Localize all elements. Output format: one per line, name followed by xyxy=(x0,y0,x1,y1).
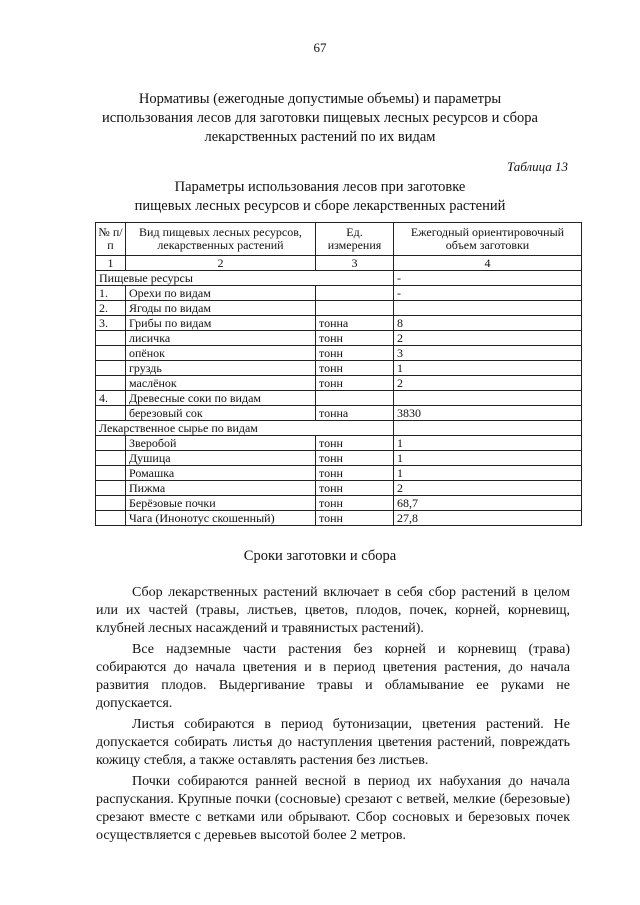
unit-cell: тонн xyxy=(316,331,394,346)
body-text xyxy=(96,584,570,848)
number-cell xyxy=(96,511,126,526)
table-row xyxy=(96,316,582,331)
table-row xyxy=(96,496,582,511)
number-cell xyxy=(96,406,126,421)
table-row xyxy=(96,286,582,301)
number-cell xyxy=(96,376,126,391)
volume-cell xyxy=(394,421,582,436)
resource-name-cell: Орехи по видам xyxy=(126,286,316,301)
volume-cell: 27,8 xyxy=(394,511,582,526)
resource-name-cell: груздь xyxy=(126,361,316,376)
volume-cell: 1 xyxy=(394,451,582,466)
table-group-row xyxy=(96,421,582,436)
resource-name-cell: Берёзовые почки xyxy=(126,496,316,511)
column-number: 3 xyxy=(316,256,394,271)
column-number: 1 xyxy=(96,256,126,271)
table-row xyxy=(96,406,582,421)
unit-cell xyxy=(316,301,394,316)
table-group-row xyxy=(96,271,582,286)
number-cell xyxy=(96,481,126,496)
resource-name-cell: Зверобой xyxy=(126,436,316,451)
number-cell xyxy=(96,451,126,466)
header-unit: Ед. измерения xyxy=(316,223,394,256)
table-row xyxy=(96,346,582,361)
number-cell: 2. xyxy=(96,301,126,316)
volume-cell xyxy=(394,391,582,406)
unit-cell: тонн xyxy=(316,346,394,361)
unit-cell: тонн xyxy=(316,496,394,511)
header-number: № п/п xyxy=(96,223,126,256)
unit-cell: тонн xyxy=(316,511,394,526)
number-cell xyxy=(96,436,126,451)
table-row xyxy=(96,391,582,406)
table-title-line: Параметры использования лесов при заготовке xyxy=(174,179,466,195)
volume-cell: - xyxy=(394,286,582,301)
unit-cell: тонн xyxy=(316,451,394,466)
volume-cell: 3830 xyxy=(394,406,582,421)
volume-cell: 1 xyxy=(394,361,582,376)
number-cell xyxy=(96,466,126,481)
main-title-line: Нормативы (ежегодные допустимые объемы) и параметры xyxy=(138,91,502,107)
group-label: Пищевые ресурсы xyxy=(96,271,394,286)
unit-cell: тонна xyxy=(316,316,394,331)
paragraph: Листья собираются в период бутонизации, цветения растений. Не допускается собирать листья до наступления цветения растений, повреждать кожицу стебля, а также оставлять растения без листьев. xyxy=(96,717,570,768)
resource-name-cell: Ромашка xyxy=(126,466,316,481)
volume-cell: 3 xyxy=(394,346,582,361)
table-title-line: пищевых лесных ресурсов и сборе лекарственных растений xyxy=(134,198,506,214)
resource-name-cell: березовый сок xyxy=(126,406,316,421)
volume-cell: 2 xyxy=(394,376,582,391)
table-row xyxy=(96,376,582,391)
paragraph: Сбор лекарственных растений включает в себя сбор растений в целом или их частей (травы, листьев, цветов, плодов, почек, корней, корневищ, клубней лесных насаждений и травянистых растений). xyxy=(96,585,570,636)
paragraph: Все надземные части растения без корней и корневищ (трава) собираются до начала цветения и в период цветения растения, до начала развития плодов. Выдергивание травы и обламывание ее руками не допускается. xyxy=(96,642,570,711)
table-row xyxy=(96,331,582,346)
table-row xyxy=(96,466,582,481)
header-volume: Ежегодный ориентировочный объем заготовки xyxy=(394,223,582,256)
volume-cell: 2 xyxy=(394,331,582,346)
volume-cell: - xyxy=(394,271,582,286)
resource-name-cell: Пижма xyxy=(126,481,316,496)
unit-cell xyxy=(316,286,394,301)
number-cell xyxy=(96,361,126,376)
volume-cell: 8 xyxy=(394,316,582,331)
section-title: Сроки заготовки и сбора xyxy=(243,548,397,564)
volume-cell: 2 xyxy=(394,481,582,496)
resource-name-cell: Ягоды по видам xyxy=(126,301,316,316)
main-title xyxy=(90,90,550,147)
resource-name-cell: Грибы по видам xyxy=(126,316,316,331)
unit-cell: тонн xyxy=(316,361,394,376)
number-cell xyxy=(96,331,126,346)
resource-name-cell: Чага (Инонотус скошенный) xyxy=(126,511,316,526)
table-body xyxy=(96,271,582,526)
resource-name-cell: маслёнок xyxy=(126,376,316,391)
table-row xyxy=(96,301,582,316)
volume-cell: 1 xyxy=(394,436,582,451)
volume-cell: 1 xyxy=(394,466,582,481)
table-row xyxy=(96,481,582,496)
unit-cell: тонна xyxy=(316,406,394,421)
table-row xyxy=(96,436,582,451)
column-number: 2 xyxy=(126,256,316,271)
table-row xyxy=(96,511,582,526)
table-label: Таблица 13 xyxy=(506,159,568,174)
unit-cell: тонн xyxy=(316,481,394,496)
resource-name-cell: опёнок xyxy=(126,346,316,361)
number-cell: 1. xyxy=(96,286,126,301)
unit-cell: тонн xyxy=(316,466,394,481)
number-cell xyxy=(96,346,126,361)
unit-cell xyxy=(316,391,394,406)
main-title-line: лекарственных растений по их видам xyxy=(204,129,436,145)
resource-name-cell: лисичка xyxy=(126,331,316,346)
resources-table xyxy=(95,222,582,526)
unit-cell: тонн xyxy=(316,376,394,391)
resource-name-cell: Древесные соки по видам xyxy=(126,391,316,406)
page-number: 67 xyxy=(313,40,327,55)
table-title xyxy=(110,178,530,216)
paragraph: Почки собираются ранней весной в период их набухания до начала распускания. Крупные почки (сосновые) срезают с ветвей, мелкие (березовые) срезают вместе с ветками или обрывают. Сбор сосновых и березовых почек осуществляется с деревьев высотой более 2 метров. xyxy=(96,774,570,843)
unit-cell: тонн xyxy=(316,436,394,451)
number-cell: 4. xyxy=(96,391,126,406)
group-label: Лекарственное сырье по видам xyxy=(96,421,394,436)
number-cell: 3. xyxy=(96,316,126,331)
table-row xyxy=(96,451,582,466)
number-cell xyxy=(96,496,126,511)
header-resource: Вид пищевых лесных ресурсов, лекарственных растений xyxy=(126,223,316,256)
volume-cell xyxy=(394,301,582,316)
resource-name-cell: Душица xyxy=(126,451,316,466)
table-row xyxy=(96,361,582,376)
column-number: 4 xyxy=(394,256,582,271)
main-title-line: использования лесов для заготовки пищевых лесных ресурсов и сбора xyxy=(102,110,538,126)
volume-cell: 68,7 xyxy=(394,496,582,511)
